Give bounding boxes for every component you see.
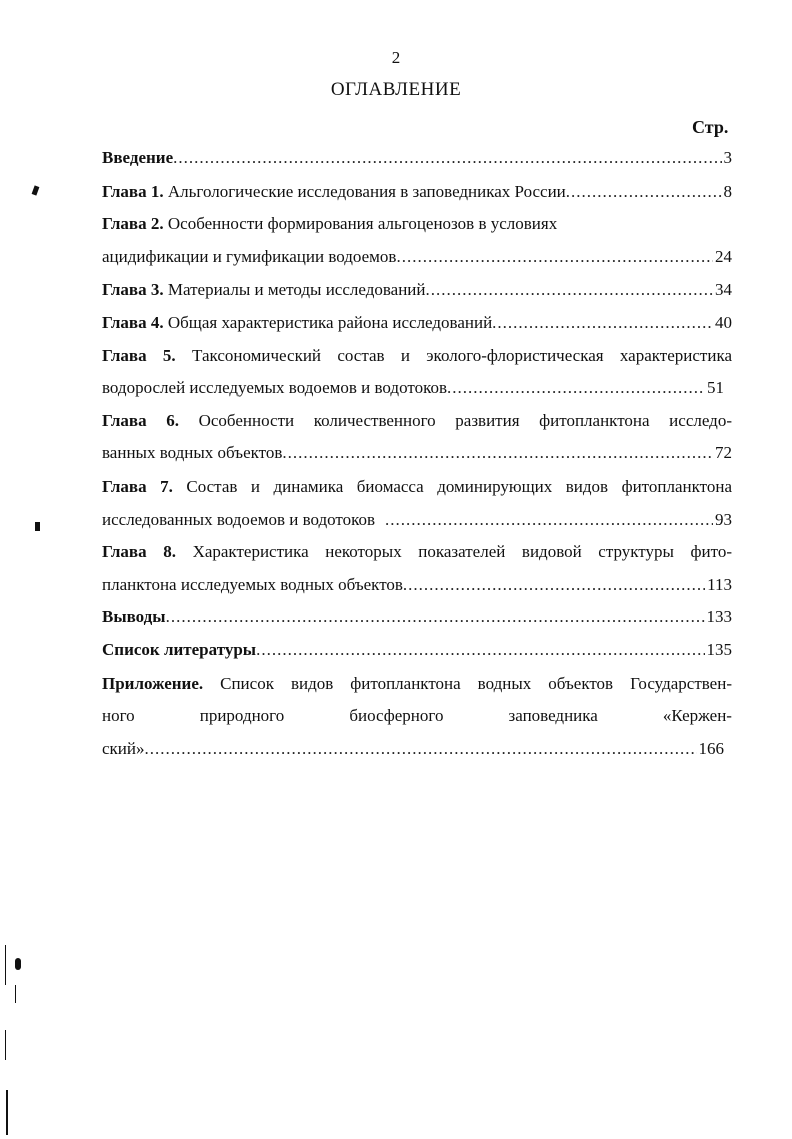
toc-page: 8 [723, 182, 732, 201]
toc-entry-chapter-2-line-2 [102, 245, 732, 269]
toc-page: 72 [715, 443, 732, 462]
scan-speck [15, 958, 21, 970]
leader-dots [492, 311, 713, 335]
toc-word: природного [199, 706, 285, 725]
toc-label: Глава 4. [102, 313, 164, 332]
toc-entry-chapter-7-line-2 [102, 508, 732, 532]
toc-entry-chapter-6-line-1 [102, 409, 732, 433]
toc-label: Введение [102, 148, 174, 167]
toc-text: Состав и динамика биомасса доминирующих видов фитопланктона [186, 477, 732, 496]
toc-text: Материалы и методы исследований [167, 280, 426, 299]
toc-page: 34 [715, 280, 732, 299]
toc-text: Характеристика некоторых показателей видовой структуры фито- [192, 542, 732, 561]
toc-page: 40 [715, 313, 732, 332]
toc-label: Глава 2. [102, 214, 164, 233]
toc-text: ванных водных объектов [102, 443, 283, 462]
toc-entry-intro [102, 146, 732, 170]
toc-page: 135 [706, 640, 732, 659]
toc-word: «Кержен- [662, 706, 732, 725]
toc-text: Особенности формирования альгоценозов в условиях [167, 214, 558, 233]
toc-text: Альгологические исследования в заповедниках России [167, 182, 566, 201]
toc-label: Глава 1. [102, 182, 164, 201]
scan-speck [32, 185, 40, 195]
toc-page: 133 [706, 607, 732, 626]
toc-page: 113 [707, 575, 732, 594]
toc-word: ного [102, 706, 135, 725]
toc-entry-chapter-5-line-2 [102, 376, 724, 400]
scan-line [6, 1090, 8, 1135]
toc-entry-chapter-5-line-1 [102, 344, 732, 368]
leader-dots [173, 146, 721, 170]
leader-dots [426, 278, 714, 302]
toc-word: биосферного [349, 706, 444, 725]
toc-label: Выводы [102, 607, 166, 626]
toc-label: Глава 6. [102, 411, 179, 430]
toc-text: ацидификации и гумификации водоемов [102, 247, 397, 266]
toc-label: Список литературы [102, 640, 257, 659]
toc-entry-chapter-8-line-1 [102, 540, 732, 564]
toc-text: ский» [102, 739, 145, 758]
leader-dots [566, 180, 722, 204]
toc-entry-appendix-line-3 [102, 737, 724, 761]
toc-label: Глава 3. [102, 280, 164, 299]
page-column-label: Стр. [692, 117, 729, 137]
toc-text: Общая характеристика района исследований [167, 313, 493, 332]
toc-label: Глава 5. [102, 346, 176, 365]
scan-line [5, 1030, 6, 1060]
toc-entry-references [102, 638, 732, 662]
leader-dots [282, 441, 713, 465]
toc-page: 51 [707, 378, 724, 397]
toc-entry-chapter-6-line-2 [102, 441, 732, 465]
leader-dots [403, 573, 705, 597]
leader-dots [166, 605, 705, 629]
leader-dots [447, 376, 705, 400]
toc-entry-appendix-line-2 [102, 704, 732, 728]
toc-label: Приложение. [102, 674, 204, 693]
toc-entry-conclusions [102, 605, 732, 629]
leader-dots [256, 638, 704, 662]
toc-entry-chapter-4 [102, 311, 732, 335]
toc-label: Глава 8. [102, 542, 176, 561]
toc-page: 24 [715, 247, 732, 266]
toc-page: 93 [715, 510, 732, 529]
leader-dots [385, 508, 713, 532]
toc-text: водорослей исследуемых водоемов и водотоков [102, 378, 447, 397]
toc-page: 3 [723, 148, 732, 167]
toc-entry-chapter-3 [102, 278, 732, 302]
toc-text: Таксономический состав и эколого-флористическая характеристика [191, 346, 732, 365]
toc-text: Особенности количественного развития фитопланктона исследо- [198, 411, 732, 430]
page-number: 2 [391, 48, 401, 67]
leader-dots [145, 737, 697, 761]
toc-word: заповедника [508, 706, 598, 725]
toc-text: Список видов фитопланктона водных объектов Государствен- [220, 674, 732, 693]
toc-page: 166 [698, 739, 724, 758]
toc-entry-chapter-1 [102, 180, 732, 204]
toc-text: исследованных водоемов и водотоков [102, 510, 376, 529]
scan-line [5, 945, 6, 985]
scan-line [15, 985, 16, 1003]
toc-entry-chapter-2-line-1 [102, 212, 732, 236]
toc-label: Глава 7. [102, 477, 173, 496]
toc-entry-appendix-line-1 [102, 672, 732, 696]
toc-entry-chapter-7-line-1 [102, 475, 732, 499]
page-title: ОГЛАВЛЕНИЕ [330, 79, 462, 100]
toc-text: планктона исследуемых водных объектов [102, 575, 403, 594]
scan-speck [35, 522, 40, 531]
toc-entry-chapter-8-line-2 [102, 573, 732, 597]
leader-dots [396, 245, 713, 269]
